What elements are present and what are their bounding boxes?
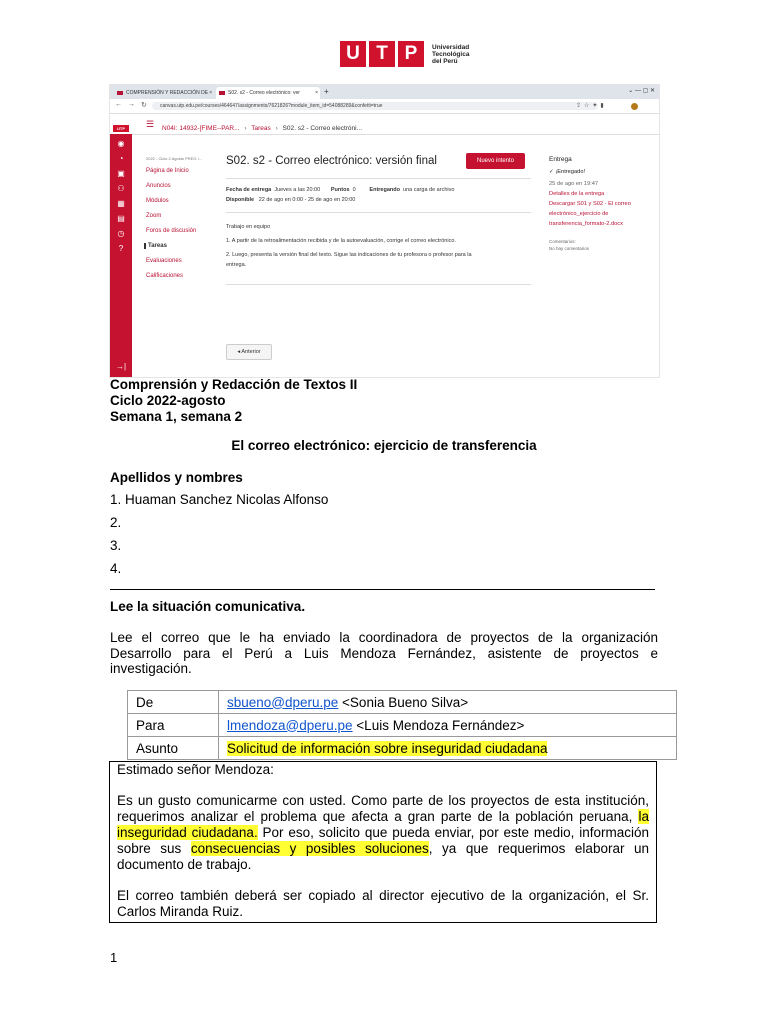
courses-icon[interactable]: ▣ (117, 169, 125, 178)
comments-value: No hay comentarios (549, 246, 590, 251)
breadcrumb-current: S02. s2 - Correo electróni... (282, 125, 363, 132)
course-nav-tareas[interactable]: Tareas (144, 243, 167, 249)
to-name: <Luis Mendoza Fernández> (352, 717, 525, 733)
browser-tab-strip (110, 85, 659, 99)
name-item: 1. Huaman Sanchez Nicolas Alfonso (110, 492, 329, 507)
situation-heading: Lee la situación comunicativa. (110, 599, 306, 614)
course-name: Comprensión y Redacción de Textos II (110, 377, 358, 392)
from-label: De (128, 691, 219, 714)
table-row (128, 691, 677, 714)
course-cycle: 2022 - Ciclo 2 Agosto PREG I... (146, 156, 203, 161)
breadcrumb (162, 125, 362, 132)
help-icon[interactable]: ? (118, 244, 124, 253)
submission-date: 25 de ago en 19:47 (549, 181, 599, 187)
breadcrumb-separator: › (244, 125, 247, 132)
email-body-box (109, 761, 657, 923)
course-nav-foros[interactable]: Foros de discusión (146, 228, 197, 234)
favicon-icon (219, 91, 225, 95)
due-label: Fecha de entrega (226, 187, 272, 193)
to-value (219, 714, 677, 737)
week-heading: Semana 1, semana 2 (110, 409, 243, 424)
name-item: 2. (110, 515, 122, 530)
due-value: Jueves a las 20:00 (274, 187, 321, 193)
points-value: 0 (352, 187, 356, 193)
assignment-body-line: 1. A partir de la retroalimentación recibida y de la autoevaluación, corrige el correo electrónico. (226, 238, 456, 244)
download-link[interactable]: transferencia_formato-2.docx (549, 221, 623, 227)
intro-paragraph (110, 630, 658, 677)
intro-line: Desarrollo para el Perú a Luis Mendoza Fernández, asistente de proyectos e (110, 645, 658, 661)
letter-text: Por eso, solicito que pueda enviar, por este medio, información sobre sus (117, 825, 650, 856)
names-heading: Apellidos y nombres (110, 470, 243, 485)
highlight-consecuencias: consecuencias y posibles soluciones (190, 841, 429, 856)
subject-value (219, 737, 677, 760)
submission-details-link[interactable]: Detalles de la entrega (549, 191, 605, 197)
download-link[interactable]: Descargar S01 y S02 - El correo (549, 201, 631, 207)
submitting-label: Entregando (369, 187, 400, 193)
submission-heading: Entrega (549, 156, 572, 163)
previous-button[interactable]: ◂ Anterior (226, 344, 272, 360)
inbox-icon[interactable]: ▤ (117, 214, 125, 223)
history-icon[interactable]: ◷ (117, 229, 125, 238)
favicon-icon (117, 91, 123, 95)
letter-greeting: Estimado señor Mendoza: (117, 762, 274, 777)
groups-icon[interactable]: ⚇ (117, 184, 125, 193)
course-navigation (132, 134, 210, 377)
course-nav-modulos[interactable]: Módulos (146, 198, 169, 204)
tab-label: S02. s2 - Correo electrónico: ver (228, 90, 300, 96)
logo-university-name (432, 44, 469, 65)
dashboard-icon[interactable]: ◔ (118, 154, 124, 163)
submission-status-text: ¡Entregado! (555, 169, 586, 175)
new-tab-icon[interactable]: + (324, 87, 329, 96)
logo-line-1: Universidad (432, 43, 470, 51)
name-item: 3. (110, 538, 122, 553)
table-row (128, 737, 677, 760)
letter-text: Es un gusto comunicarme con usted. Como parte de los proyectos de esta institución, requerimos analizar el problema que afecta a gran parte de la población peruana, (117, 793, 649, 824)
url-bar[interactable]: canvas.utp.edu.pe/courses/464647/assignments/7621826?module_item_id=54088289&confetti=true (152, 102, 598, 110)
assignment-body-line: Trabajo en equipo (226, 224, 271, 230)
intro-line: Lee el correo que le ha enviado la coordinadora de proyectos de la organización (110, 630, 658, 645)
avatar[interactable] (631, 103, 638, 110)
canvas-screenshot (109, 84, 660, 378)
check-icon: ✓ (549, 169, 554, 175)
utp-mini-logo[interactable]: UTP (113, 125, 129, 132)
global-sidebar (110, 134, 132, 377)
new-attempt-button[interactable]: Nuevo intento (466, 153, 525, 169)
logo-letter-t: T (369, 41, 395, 67)
course-cycle-heading: Ciclo 2022-agosto (110, 393, 226, 408)
assignment-body-line: 2. Luego, presenta la versión final del texto. Sigue las indicaciones de tu profesora o profesor para la (226, 252, 472, 258)
reload-icon[interactable]: ↻ (141, 102, 147, 109)
from-email-link[interactable]: sbueno@dperu.pe (227, 694, 339, 710)
from-value (219, 691, 677, 714)
account-icon[interactable]: ◉ (117, 139, 125, 148)
logo-letter-p: P (398, 41, 424, 67)
page-number: 1 (110, 950, 118, 965)
divider (226, 284, 531, 285)
back-arrow-icon[interactable]: ← (115, 101, 122, 108)
assignment-meta-row-2 (226, 197, 355, 203)
letter-paragraph-1 (117, 793, 649, 873)
comments-label: Comentarios: (549, 239, 576, 244)
breadcrumb-course[interactable]: N04I: 14932-[FIME--PAR... (162, 125, 240, 132)
browser-tab-assignment[interactable] (216, 87, 320, 99)
to-label: Para (128, 714, 219, 737)
assignment-body-line: entrega. (226, 262, 247, 268)
subject-label: Asunto (128, 737, 219, 760)
divider (226, 212, 531, 213)
highlight-inseguridad: la inseguridad ciudadana. (117, 809, 649, 840)
logo-line-3: del Perú (432, 57, 458, 65)
available-label: Disponible (226, 197, 255, 203)
logo-letter-u: U (340, 41, 366, 67)
canvas-header (110, 114, 659, 135)
name-item: 4. (110, 561, 122, 576)
breadcrumb-tareas[interactable]: Tareas (251, 125, 271, 132)
intro-line: investigación. (110, 661, 192, 676)
course-nav-evaluaciones[interactable]: Evaluaciones (146, 258, 182, 264)
browser-tab-course[interactable] (114, 87, 214, 99)
logo-line-2: Tecnológica (432, 50, 470, 58)
course-nav-calificaciones[interactable]: Calificaciones (146, 273, 184, 279)
hamburger-menu-icon[interactable]: ☰ (146, 119, 155, 129)
submission-status (549, 169, 585, 175)
table-row (128, 714, 677, 737)
download-link[interactable]: electrónico_ejercicio de (549, 211, 609, 217)
to-email-link[interactable]: lmendoza@dperu.pe (227, 717, 353, 733)
divider (226, 178, 531, 179)
letter-paragraph-2: El correo también deberá ser copiado al director ejecutivo de la organización, el Sr. Carlos Miranda Ruiz. (117, 888, 649, 919)
close-icon[interactable]: × (315, 90, 318, 96)
browser-address-row (110, 99, 659, 114)
course-nav-zoom[interactable]: Zoom (146, 213, 162, 219)
tab-label: COMPRENSIÓN Y REDACCIÓN DE (126, 90, 209, 96)
extension-icons[interactable]: ⇪☆✦▮ (576, 103, 607, 109)
calendar-icon[interactable]: ▦ (117, 199, 125, 208)
submitting-value: una carga de archivo (403, 187, 455, 193)
letter-text: , ya que requerimos elaborar un documento de trabajo. (117, 841, 649, 872)
submission-panel (549, 156, 654, 251)
points-label: Puntos (330, 187, 350, 193)
page-title: El correo electrónico: ejercicio de transferencia (231, 438, 537, 453)
subject-text: Solicitud de información sobre inseguridad ciudadana (227, 740, 548, 756)
course-nav-inicio[interactable]: Página de Inicio (146, 168, 189, 174)
forward-arrow-icon[interactable]: → (128, 101, 135, 108)
assignment-meta-row-1 (226, 187, 454, 193)
email-header-table (127, 690, 677, 760)
close-icon[interactable]: × (209, 90, 212, 96)
separator-line (110, 589, 655, 590)
course-nav-anuncios[interactable]: Anuncios (146, 183, 171, 189)
assignment-title: S02. s2 - Correo electrónico: versión final (226, 155, 437, 167)
collapse-icon[interactable]: →| (116, 362, 127, 371)
from-name: <Sonia Bueno Silva> (338, 694, 469, 710)
utp-logo (340, 40, 469, 68)
window-controls-icon[interactable]: ⌄ — ▢ ✕ (628, 88, 655, 94)
breadcrumb-separator: › (275, 125, 278, 132)
available-value: 22 de ago en 0:00 - 25 de ago en 20:00 (258, 197, 356, 203)
